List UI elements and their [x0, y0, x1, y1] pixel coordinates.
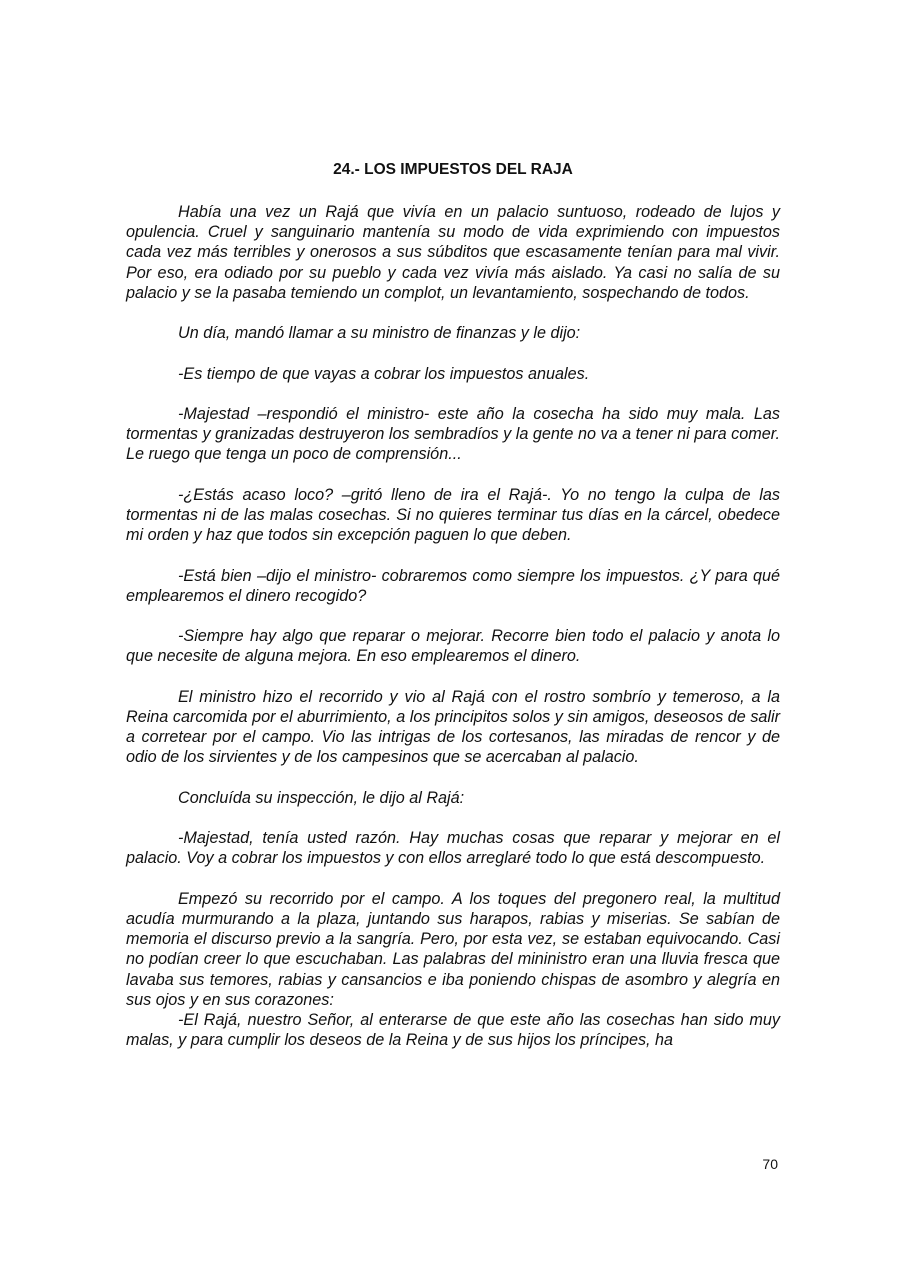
- paragraph: Empezó su recorrido por el campo. A los toques del pregonero real, la multitud acudía murmurando a la plaza, juntando sus harapos, rabias y miserias. Se sabían de memoria el discurso previo a la sangría. Pero, por esta vez, se estaban equivocando. Casi no podían creer lo que escuchaban. Las palabras del mininistro eran una lluvia fresca que lavaba sus temores, rabias y cansancios e iba poniendo chispas de asombro y alegría en sus ojos y en sus corazones:: [126, 889, 780, 1009]
- paragraph: Concluída su inspección, le dijo al Rajá:: [178, 788, 465, 807]
- paragraph: Había una vez un Rajá que vivía en un palacio suntuoso, rodeado de lujos y opulencia. Cruel y sanguinario mantenía su modo de vida exprimiendo con impuestos cada vez más terribles y onerosos a sus súbditos que escasamente tenían para mal vivir. Por eso, era odiado por su pueblo y cada vez vivía más aislado. Ya casi no salía de su palacio y se la pasaba temiendo un complot, un levantamiento, sospechando de todos.: [126, 203, 780, 302]
- paragraph: -El Rajá, nuestro Señor, al enterarse de que este año las cosechas han sido muy malas, y para cumplir los deseos de la Reina y de sus hijos los príncipes, ha: [126, 1010, 780, 1050]
- paragraph: El ministro hizo el recorrido y vio al Rajá con el rostro sombrío y temeroso, a la Reina carcomida por el aburrimiento, a los principitos solos y sin amigos, deseosos de salir a corretear por el campo. Vio las intrigas de los cortesanos, las miradas de rencor y de odio de los sirvientes y de los campesinos que se acercaban al palacio.: [126, 687, 780, 767]
- page-number: 70: [762, 1156, 778, 1172]
- paragraph: -¿Estás acaso loco? –gritó lleno de ira el Rajá-. Yo no tengo la culpa de las tormentas ni de las malas cosechas. Si no quieres terminar tus días en la cárcel, obedece mi orden y haz que todos sin excepción paguen lo que deben.: [126, 485, 780, 545]
- chapter-title: 24.- LOS IMPUESTOS DEL RAJA: [333, 161, 573, 178]
- paragraph: -Majestad, tenía usted razón. Hay muchas cosas que reparar y mejorar en el palacio. Voy a cobrar los impuestos y con ellos arreglaré todo lo que está descompuesto.: [126, 829, 780, 868]
- paragraph: Un día, mandó llamar a su ministro de finanzas y le dijo:: [178, 324, 581, 343]
- story-body: [126, 202, 780, 1050]
- paragraph: -Está bien –dijo el ministro- cobraremos como siempre los impuestos. ¿Y para qué emplearemos el dinero recogido?: [126, 566, 780, 605]
- paragraph: -Es tiempo de que vayas a cobrar los impuestos anuales.: [178, 364, 590, 383]
- paragraph: -Majestad –respondió el ministro- este año la cosecha ha sido muy mala. Las tormentas y granizadas destruyeron los sembradíos y la gente no va a tener ni para comer. Le ruego que tenga un poco de comprensión...: [126, 404, 780, 464]
- paragraph: -Siempre hay algo que reparar o mejorar. Recorre bien todo el palacio y anota lo que necesite de alguna mejora. En eso emplearemos el dinero.: [126, 627, 780, 666]
